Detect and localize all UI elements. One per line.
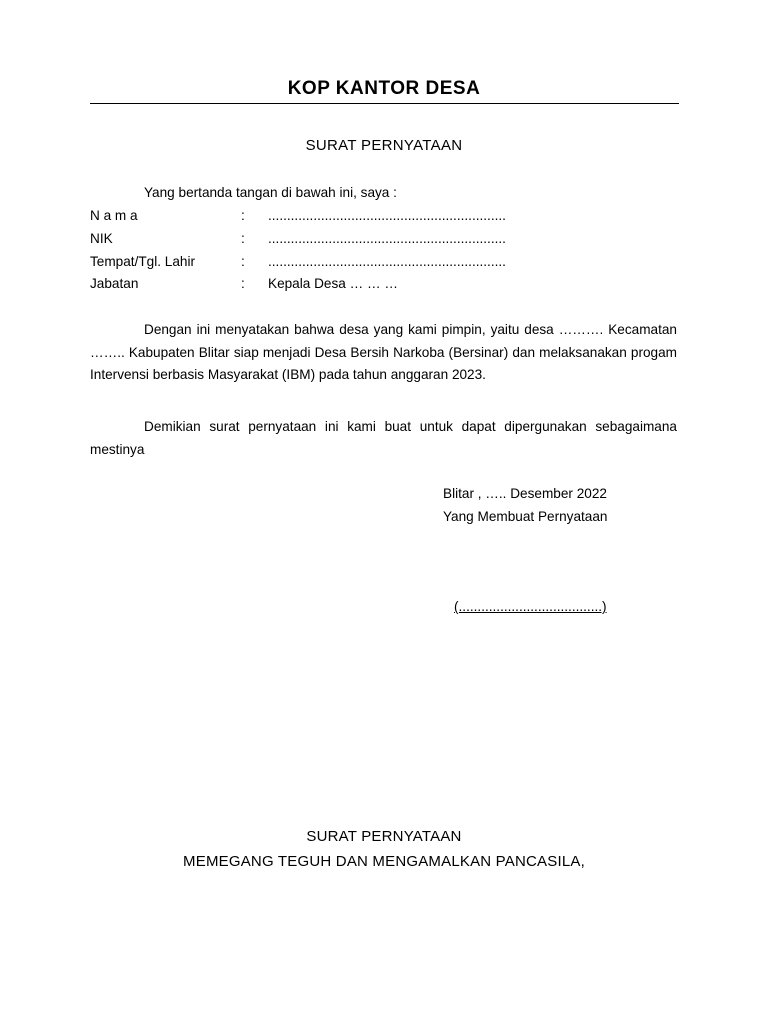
intro-text: Yang bertanda tangan di bawah ini, saya : (144, 185, 397, 200)
letterhead-title: KOP KANTOR DESA (287, 78, 481, 99)
field-label: N a m a (90, 208, 138, 223)
field-value: ............................................................... (268, 254, 506, 269)
field-value: ............................................................... (268, 231, 506, 246)
field-colon: : (241, 231, 245, 246)
signatory-name-placeholder: (......................................) (454, 599, 607, 614)
signatory-role: Yang Membuat Pernyataan (443, 509, 608, 524)
closing-paragraph: Demikian surat pernyataan ini kami buat untuk dapat dipergunakan sebagaimana mestinya (90, 419, 677, 457)
letterhead-rule (90, 103, 679, 104)
field-colon: : (241, 208, 245, 223)
statement-paragraph: Dengan ini menyatakan bahwa desa yang kami pimpin, yaitu desa ………. Kecamatan …….. Kabupaten Blitar siap menjadi Desa Bersih Narkoba (Bersinar) dan melaksanakan progam Intervensi berbasis Masyarakat (IBM) pada tahun anggaran 2023. (90, 322, 677, 382)
field-value: ............................................................... (268, 208, 506, 223)
place-date: Blitar , ….. Desember 2022 (443, 486, 607, 501)
field-label: Jabatan (90, 276, 139, 291)
field-colon: : (241, 254, 245, 269)
document-title: SURAT PERNYATAAN (305, 137, 463, 154)
field-value: Kepala Desa … … … (268, 276, 398, 291)
field-colon: : (241, 276, 245, 291)
field-label: Tempat/Tgl. Lahir (90, 254, 196, 269)
field-label: NIK (90, 231, 113, 246)
second-document-subtitle: MEMEGANG TEGUH DAN MENGAMALKAN PANCASILA, (183, 853, 585, 870)
second-document-title: SURAT PERNYATAAN (306, 828, 462, 845)
